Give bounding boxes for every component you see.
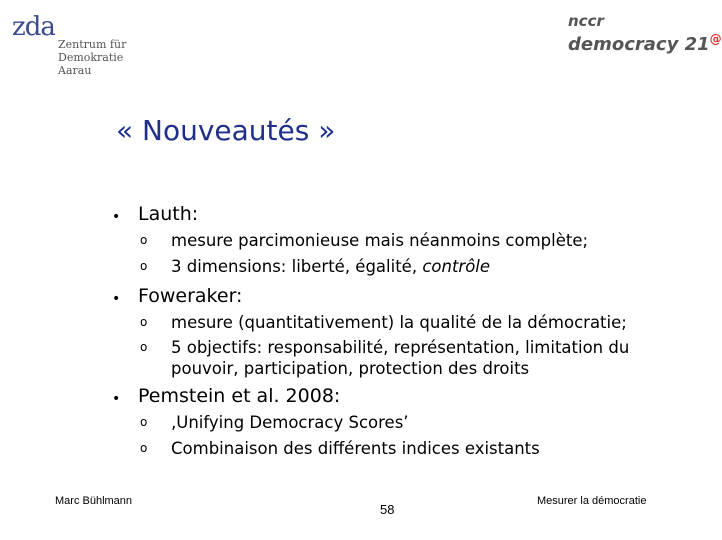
sub-item-text: ‚Unifying Democracy Scores’ (171, 413, 409, 432)
sub-item-text: Combinaison des différents indices existants (171, 439, 540, 458)
sub-bullet-icon: o (140, 441, 148, 455)
zda-logo (12, 12, 142, 82)
list-item-label: Foweraker: (138, 285, 243, 307)
footer-page-number: 58 (380, 502, 395, 517)
sub-item-text: mesure (quantitativement) la qualité de la démocratie; (171, 313, 627, 332)
sub-item-text (171, 256, 681, 277)
footer-topic: Mesurer la démocratie (537, 495, 647, 507)
bullet-icon: • (112, 291, 121, 307)
list-item-label: Pemstein et al. 2008: (138, 385, 341, 407)
zda-logo-mark: zda (12, 12, 55, 42)
sub-bullet-icon: o (140, 315, 148, 329)
bullet-icon: • (112, 391, 121, 407)
sub-bullet-icon: o (140, 340, 148, 354)
sub-item-text-plain: 3 dimensions: liberté, égalité, (171, 257, 423, 276)
zda-logo-line: Aarau (58, 64, 92, 77)
zda-logo-line: Zentrum für (58, 38, 127, 51)
nccr-logo (568, 12, 722, 55)
zda-logo-line: Demokratie (58, 51, 124, 64)
bullet-icon: • (112, 209, 121, 225)
sub-item-text: 5 objectifs: responsabilité, représentation, limitation du pouvoir, participation, protection des droits (171, 338, 630, 378)
nccr-logo-line1: nccr (568, 12, 604, 30)
nccr-logo-line2-text: democracy 21 (568, 34, 710, 55)
sub-item-text: mesure parcimonieuse mais néanmoins complète; (171, 231, 589, 250)
zda-logo-text (58, 38, 126, 77)
slide-title: « Nouveautés » (116, 114, 336, 147)
footer-author: Marc Bühlmann (55, 495, 133, 507)
sub-bullet-icon: o (140, 415, 148, 429)
sub-bullet-icon: o (140, 259, 148, 273)
list-item-label: Lauth: (138, 203, 199, 225)
sub-item-text-italic: contrôle (422, 257, 491, 276)
nccr-logo-line2 (568, 29, 722, 55)
sub-bullet-icon: o (140, 233, 148, 247)
at-icon: @ (709, 32, 722, 46)
